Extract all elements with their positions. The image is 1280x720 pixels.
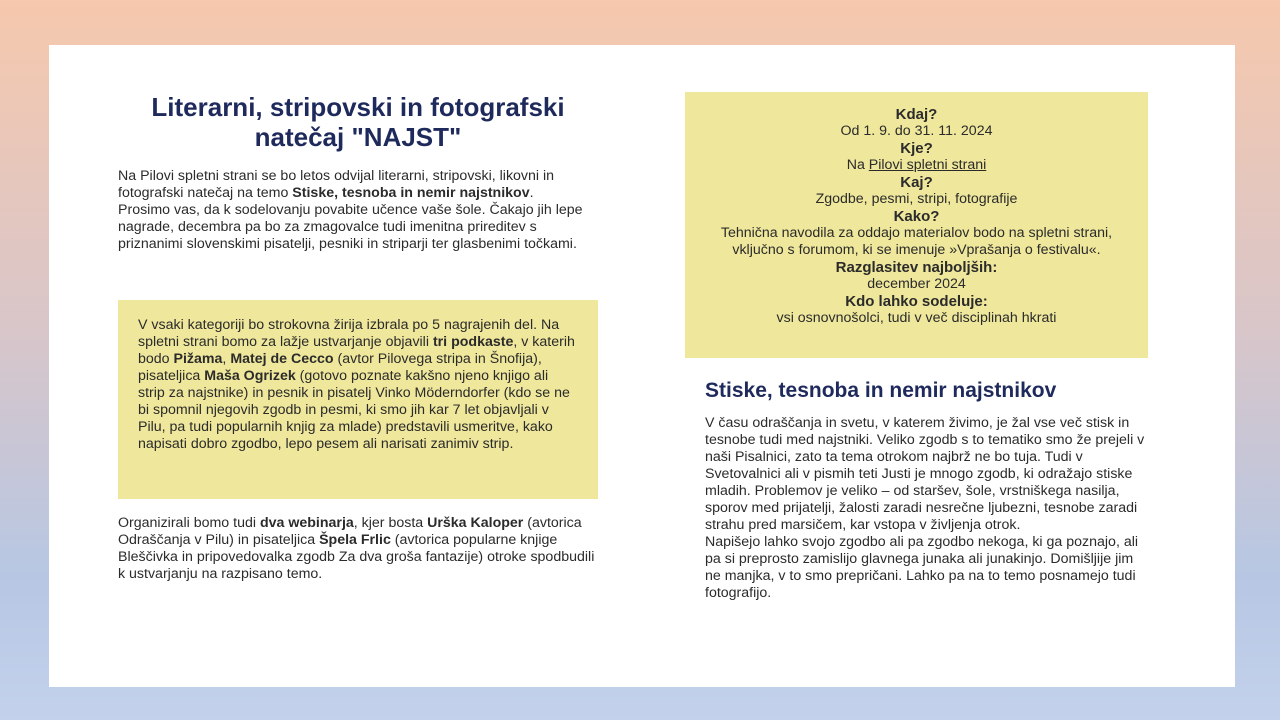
intro-text-2: .	[529, 185, 534, 201]
jury-text-5: (gotovo poznate kakšno njeno knjigo ali strip za najstnike) in pesnik in pisatelj Vinko Möderndorfer (kdo se ne bi spomnil njegovih zgodb in pesmi, ki smo jih kar 7 let objavljali v Pilu, pa tudi popularnih knjig za mlade) predstavili usmeritve, kako napisati dobro zgodbo, lepo pesem ali narisati zanimiv strip.	[138, 368, 570, 452]
webinar-text-1: Organizirali bomo tudi	[118, 515, 260, 531]
section-body-1: V času odraščanja in svetu, v katerem živimo, je žal vse več stisk in tesnobe tudi med najstniki. Veliko zgodb s to tematiko smo že prejeli v naši Pisalnici, zato ta tema otrokom najbrž ne bo tuja. Tudi v Svetovalnici ali v pismih teti Justi je mnogo zgodb, ki odražajo stiske mladih. Problemov je veliko – od staršev, šole, vrstniškega nasilja, sporov med prijatelji, žalosti zaradi nesrečne ljubezni, tesnobe zaradi strahu pred marsičem, kar vstopa v življenja otrok.	[705, 415, 1145, 533]
where-prefix: Na	[846, 157, 869, 173]
what-question: Kaj?	[900, 174, 933, 191]
webinar-paragraph	[118, 515, 600, 583]
participants-question: Kdo lahko sodeluje:	[845, 293, 988, 310]
page-title: Literarni, stripovski in fotografski natečaj "NAJST"	[151, 92, 565, 152]
intro-text-3: Prosimo vas, da k sodelovanju povabite učence vaše šole. Čakajo jih lepe nagrade, decembra pa bo za zmagovalce tudi imenitna prireditev s priznanimi slovenskimi pisatelji, pesniki in striparji ter glasbenimi točkami.	[118, 202, 583, 252]
event-info-box	[685, 92, 1148, 358]
jury-paragraph	[138, 317, 578, 453]
webinar-text-3: (avtorica Odraščanja v Pilu) in pisateljica	[118, 515, 582, 548]
participants-answer: vsi osnovnošolci, tudi v več disciplinah hkrati	[776, 310, 1057, 326]
section-body	[705, 415, 1145, 602]
jury-name-matej: Matej de Cecco	[230, 351, 334, 367]
how-answer: Tehnična navodila za oddajo materialov bodo na spletni strani, vključno s forumom, ki se imenuje »Vprašanja o festivalu«.	[720, 225, 1113, 258]
website-link[interactable]: Pilovi spletni strani	[868, 157, 987, 173]
intro-paragraph	[118, 168, 596, 253]
jury-text-4: (avtor Pilovega stripa in Šnofija), pisateljica	[138, 351, 542, 384]
webinar-text-4: (avtorica popularne knjige Bleščivka in pripovedovalka zgodb Za dva groša fantazije) otroke spodbudili k ustvarjanju na razpisano temo.	[118, 532, 595, 582]
jury-text-2: , v katerih bodo	[138, 334, 575, 367]
webinar-text-2: , kjer bosta	[353, 515, 428, 531]
webinar-name-spela: Špela Frlic	[319, 532, 391, 548]
jury-text-1: V vsaki kategoriji bo strokovna žirija izbrala po 5 nagrajenih del. Na spletni strani bomo za lažje ustvarjanje objavili	[138, 317, 560, 350]
section-heading: Stiske, tesnoba in nemir najstnikov	[705, 379, 1057, 402]
jury-podcasts: tri podkaste	[432, 334, 514, 350]
how-question: Kako?	[893, 208, 940, 225]
intro-text-1: Na Pilovi spletni strani se bo letos odvijal literarni, stripovski, likovni in fotografski natečaj na temo	[118, 168, 555, 201]
jury-name-pizama: Pižama	[173, 351, 223, 367]
jury-text-3: ,	[222, 351, 231, 367]
jury-name-masa: Maša Ogrizek	[204, 368, 296, 384]
announcement-question: Razglasitev najboljših:	[835, 259, 998, 276]
intro-theme: Stiske, tesnoba in nemir najstnikov	[292, 185, 530, 201]
webinar-name-urska: Urška Kaloper	[427, 515, 524, 531]
webinar-count: dva webinarja	[259, 515, 354, 531]
jury-info-box	[118, 300, 598, 499]
section-body-2: Napišejo lahko svojo zgodbo ali pa zgodbo nekoga, ki ga poznajo, ali pa si preprosto zamislijo glavnega junaka ali junakinjo. Domišljije jim ne manjka, v to smo prepričani. Lahko pa na to temo posnamejo tudi fotografijo.	[705, 534, 1139, 601]
what-answer: Zgodbe, pesmi, stripi, fotografije	[815, 191, 1018, 207]
where-answer	[713, 157, 1120, 174]
where-question: Kje?	[900, 140, 933, 157]
when-answer: Od 1. 9. do 31. 11. 2024	[840, 123, 993, 139]
announcement-answer: december 2024	[867, 276, 966, 292]
when-question: Kdaj?	[895, 106, 938, 123]
